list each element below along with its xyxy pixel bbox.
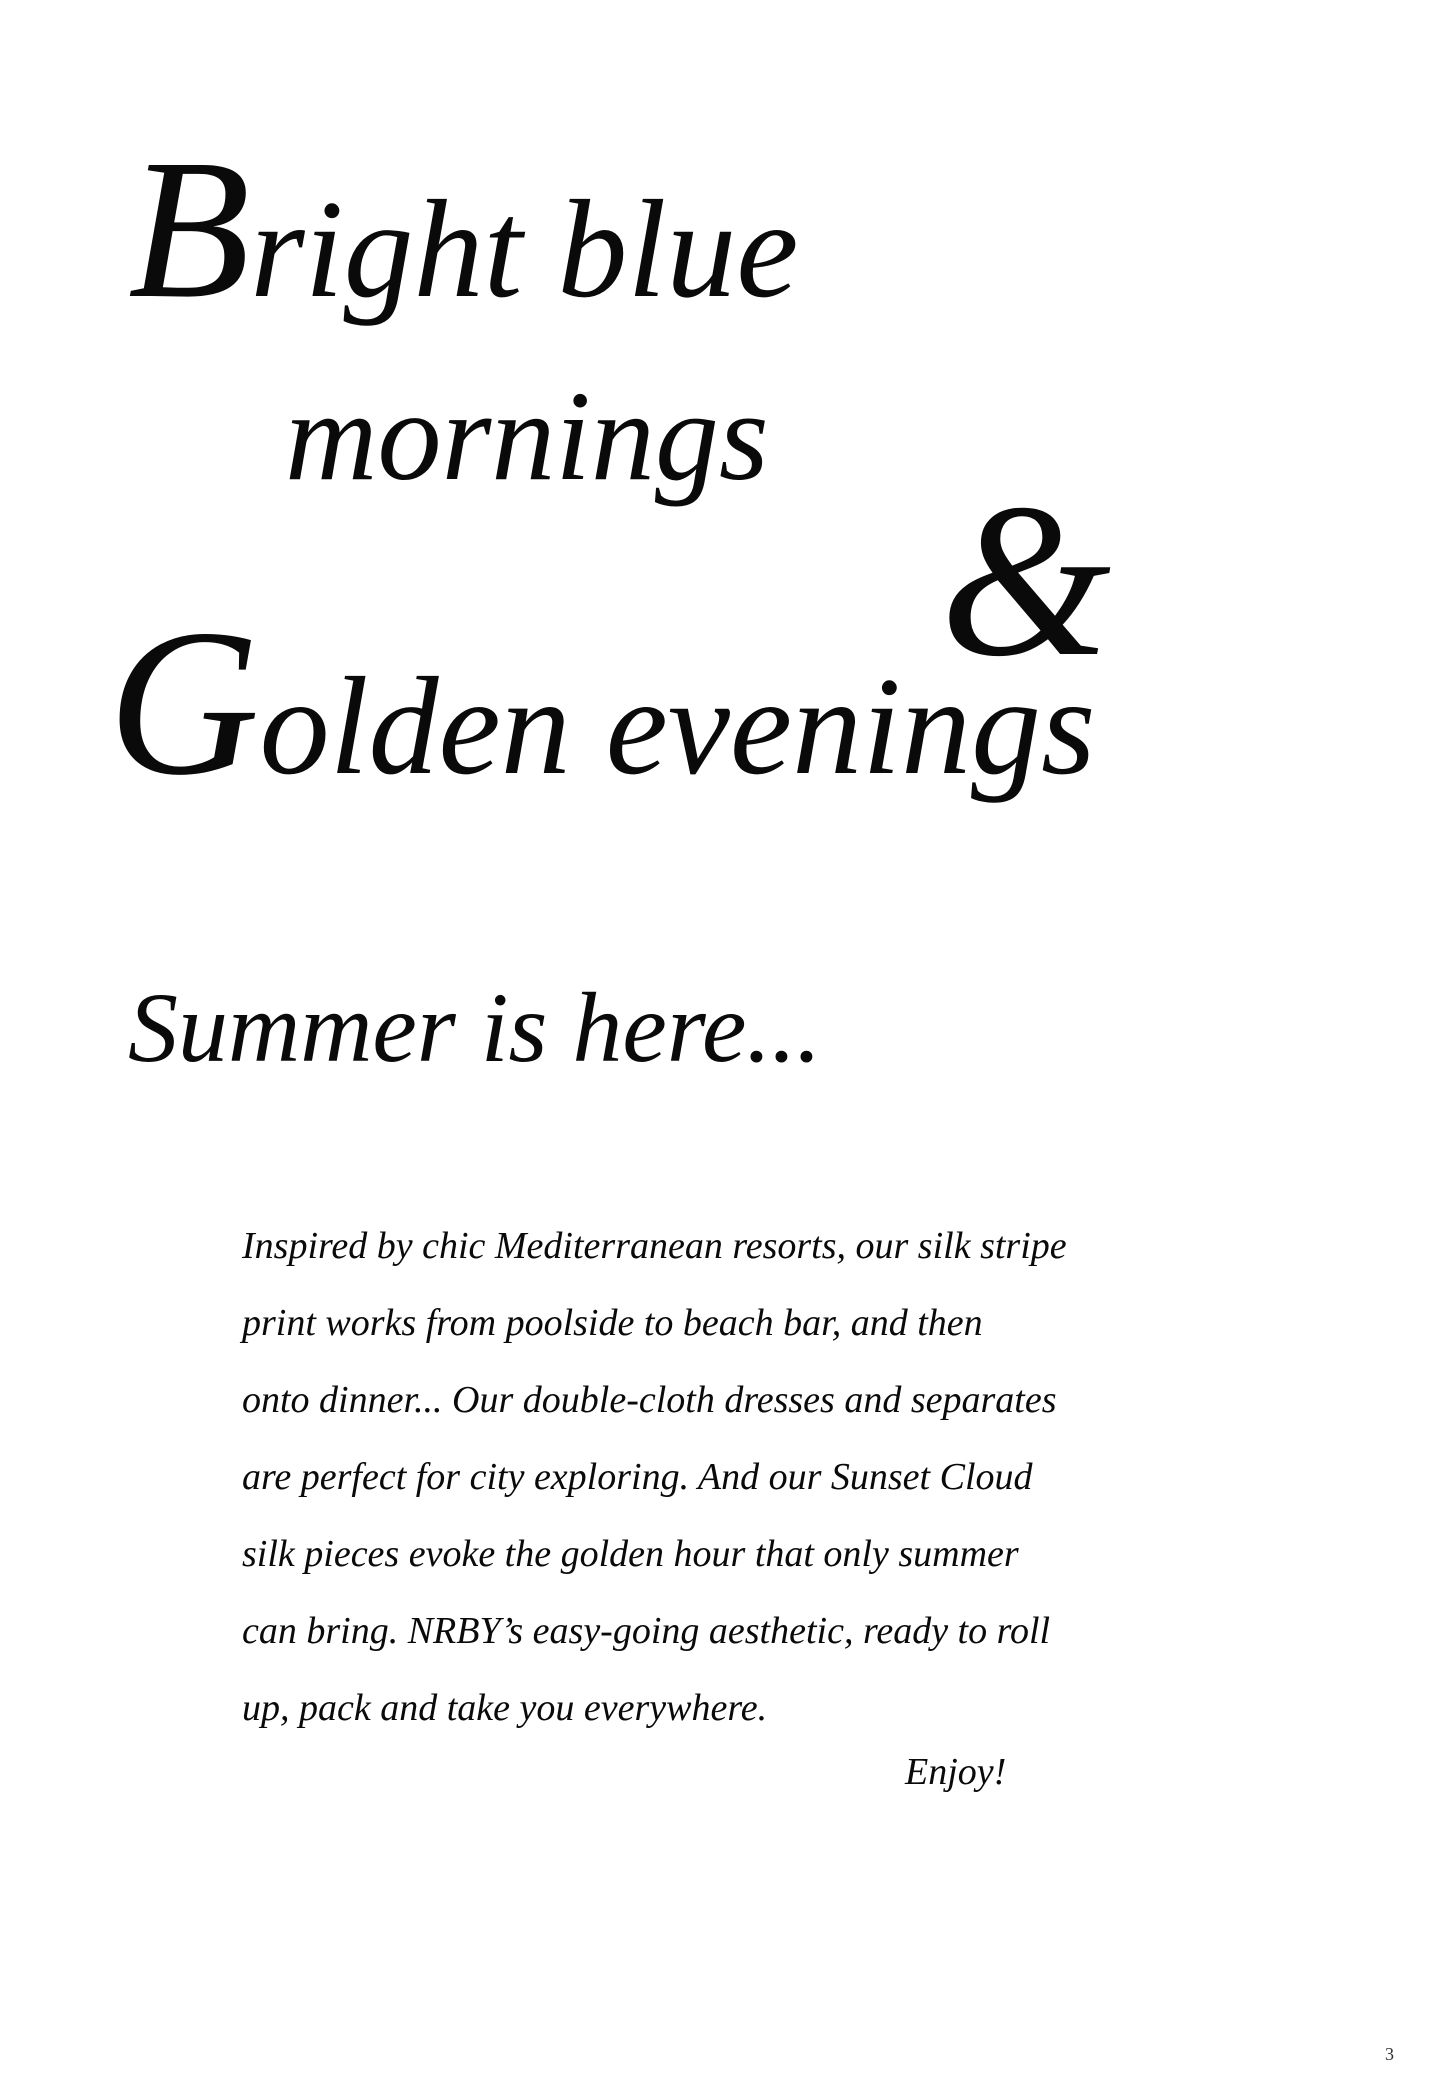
- body-line: can bring. NRBY’s easy-going aesthetic, ready to roll: [242, 1610, 1051, 1652]
- body-line: onto dinner... Our double-cloth dresses and separates: [242, 1379, 1057, 1421]
- subheading: Summer is here...: [128, 972, 822, 1083]
- body-line: Inspired by chic Mediterranean resorts, our silk stripe: [242, 1225, 1067, 1267]
- body-line: silk pieces evoke the golden hour that only summer: [242, 1533, 1019, 1575]
- headline-line-1: [128, 119, 799, 340]
- signoff: Enjoy!: [905, 1751, 1007, 1793]
- body-paragraph: [242, 1208, 1242, 1747]
- headline-initial-b: B: [128, 119, 251, 340]
- headline-initial-g: G: [108, 587, 260, 819]
- headline-line-3: [108, 587, 1096, 819]
- body-line: are perfect for city exploring. And our Sunset Cloud: [242, 1456, 1033, 1498]
- body-line: print works from poolside to beach bar, and then: [242, 1302, 983, 1344]
- headline-ampersand: &: [940, 458, 1112, 702]
- headline-line-1-rest: right blue: [250, 172, 799, 327]
- headline-line-2: mornings: [285, 365, 769, 507]
- page-number: 3: [1385, 2044, 1394, 2064]
- headline-line-3-rest: olden evenings: [259, 649, 1096, 804]
- body-line: up, pack and take you everywhere.: [242, 1687, 768, 1729]
